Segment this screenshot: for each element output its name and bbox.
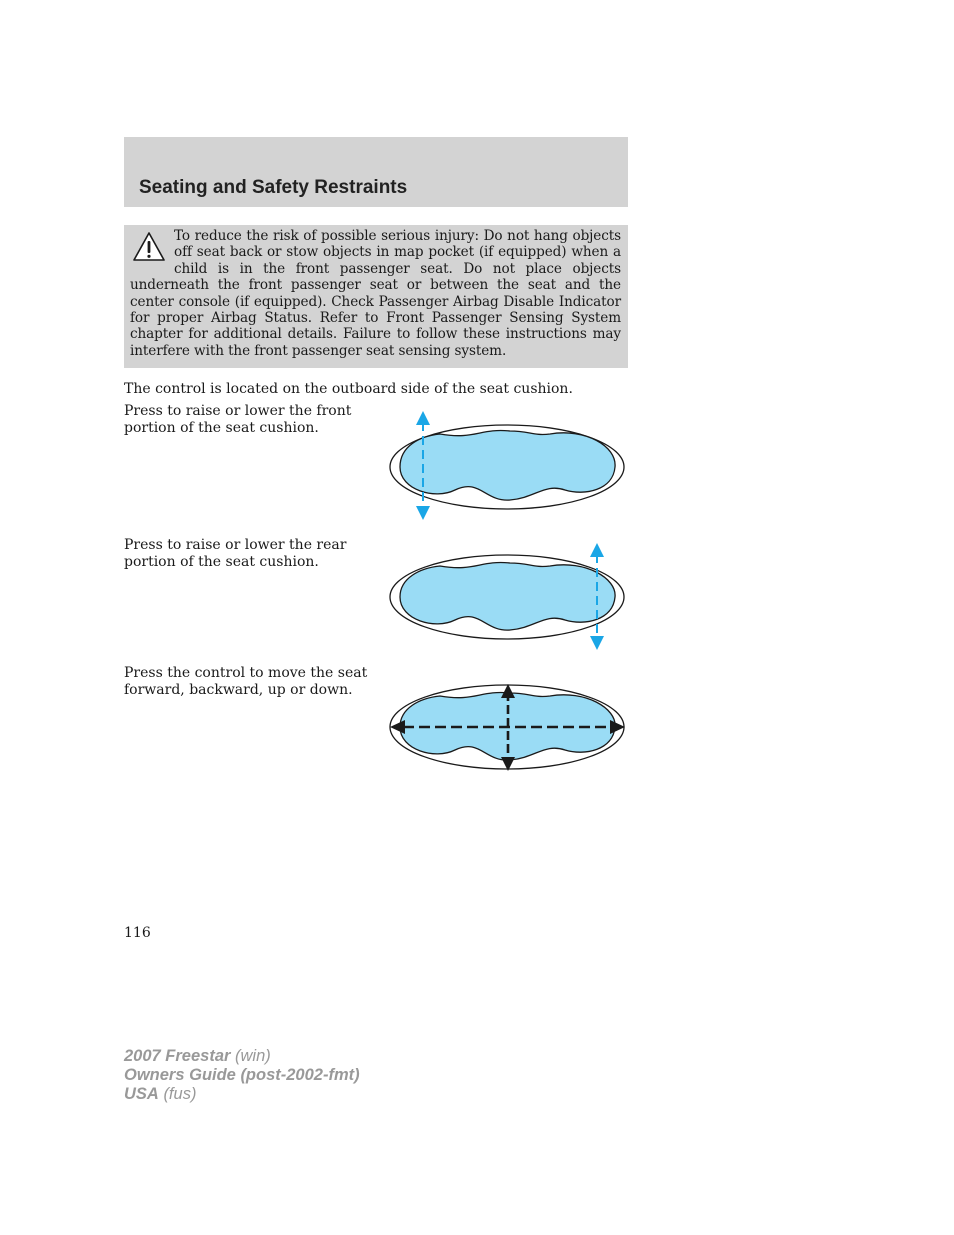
page-number: 116 (124, 925, 151, 941)
seat-control-rear-diagram (385, 540, 630, 655)
arrow-up-head (590, 543, 604, 557)
section-header (124, 137, 628, 207)
footer-line-2: Owners Guide (post-2002-fmt) (124, 1066, 360, 1084)
seat-control-front-diagram (385, 408, 630, 523)
warning-box (124, 225, 628, 368)
step-fourway-caption: Press the control to move the seat forward, backward, up or down. (124, 665, 368, 698)
document-footer (124, 1047, 360, 1104)
arrow-down-head (590, 636, 604, 650)
intro-text: The control is located on the outboard side of the seat cushion. (124, 381, 573, 397)
step-rear-caption: Press to raise or lower the rear portion of the seat cushion. (124, 537, 347, 570)
arrow-up-head (416, 411, 430, 425)
step-front-caption: Press to raise or lower the front portion of the seat cushion. (124, 403, 352, 436)
control-pad (400, 431, 615, 501)
seat-control-fourway-diagram (385, 680, 630, 775)
section-title: Seating and Safety Restraints (139, 177, 408, 198)
control-pad (400, 563, 615, 631)
footer-line-1: 2007 Freestar (win) (124, 1047, 271, 1065)
warning-text: To reduce the risk of possible serious injury: Do not hang objects off seat back or stow objects in map pocket (if equipped) when a child is in the front passenger seat. Do not place objects underneath the front passenger seat or between the seat and the center console (if equipped). Check Passenger Airbag Disable Indicator for proper Airbag Status. Refer to Front Passenger Sensing System chapter for additional details. Failure to follow these instructions may interfere with the front passenger seat sensing system. (130, 228, 621, 359)
arrow-down-head (416, 506, 430, 520)
warning-triangle-icon (132, 231, 166, 263)
footer-line-3: USA (fus) (124, 1085, 197, 1103)
